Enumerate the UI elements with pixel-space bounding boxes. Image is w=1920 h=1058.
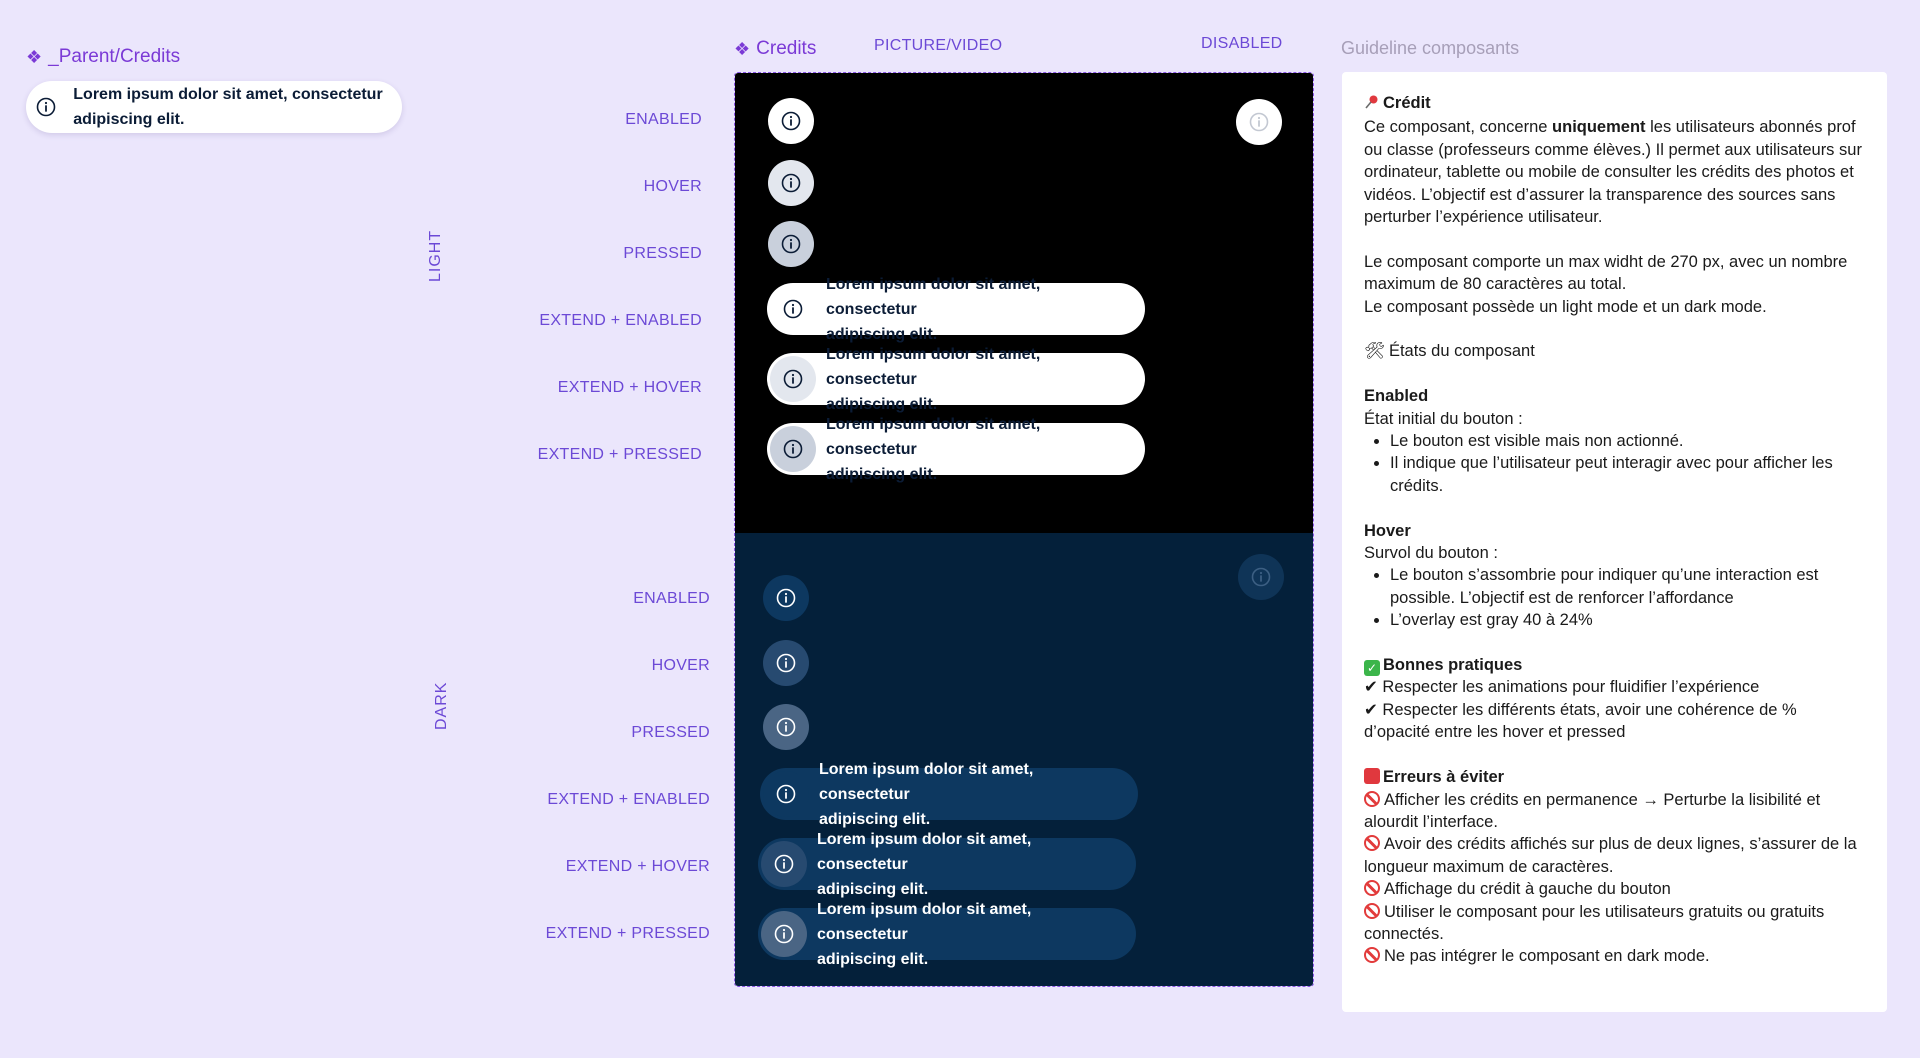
credit-button-disabled: [1236, 99, 1282, 145]
prohibited-icon: [1364, 947, 1380, 963]
credit-button-disabled: [1238, 554, 1284, 600]
prohibited-icon: [1364, 903, 1380, 919]
good-practice-item: ✔ Respecter les animations pour fluidifier l’expérience: [1364, 678, 1760, 697]
hover-heading: Hover: [1364, 521, 1411, 540]
info-circle-icon: [780, 233, 802, 255]
state-label-pressed: PRESSED: [631, 724, 710, 741]
state-label-enabled: ENABLED: [633, 590, 710, 607]
credit-pill-extend-pressed[interactable]: [767, 415, 1145, 483]
hover-intro: Survol du bouton :: [1364, 544, 1498, 563]
info-circle-icon: [775, 652, 797, 674]
list-item: • Il indique que l’utilisateur peut interagir avec pour afficher les crédits.: [1390, 452, 1865, 497]
credit-pill-extend-enabled[interactable]: [767, 275, 1145, 343]
state-label-extend-enabled: EXTEND + ENABLED: [539, 312, 702, 329]
credits-frame-title-text: Credits: [756, 38, 817, 59]
list-item: • L’overlay est gray 40 à 24%: [1390, 609, 1865, 631]
prohibited-icon: [1364, 835, 1380, 851]
parent-component-title-text: _Parent/Credits: [48, 46, 181, 67]
error-item: Avoir des crédits affichés sur plus de deux lignes, s’assurer de la longueur maximum de caractères.: [1364, 835, 1857, 876]
credit-pill-extend-hover[interactable]: [767, 345, 1145, 413]
info-circle-icon: [1248, 111, 1270, 133]
credit-heading: Crédit: [1364, 92, 1865, 116]
credits-frame-title[interactable]: [734, 38, 816, 60]
alarm-icon: [1364, 768, 1380, 784]
credits-component-frame: [734, 72, 1314, 987]
parent-credit-text: Lorem ipsum dolor sit amet, consectetur adipiscing elit.: [73, 86, 383, 128]
credit-button-pressed[interactable]: [768, 221, 814, 267]
info-circle-icon: [770, 426, 816, 472]
light-mode-label: LIGHT: [427, 229, 444, 282]
states-heading: 🛠 États du composant: [1364, 342, 1535, 361]
prohibited-icon: [1364, 880, 1380, 896]
errors-heading: Erreurs à éviter: [1364, 766, 1865, 788]
credit-button-hover[interactable]: [763, 640, 809, 686]
state-label-enabled: ENABLED: [625, 111, 702, 128]
state-label-extend-enabled: EXTEND + ENABLED: [547, 791, 710, 808]
state-label-pressed: PRESSED: [623, 245, 702, 262]
pushpin-icon: [1364, 94, 1380, 116]
component-diamond-icon: ❖: [26, 46, 43, 67]
credit-button-enabled[interactable]: [768, 98, 814, 144]
modes-paragraph: Le composant possède un light mode et un dark mode.: [1364, 297, 1767, 316]
credit-text: Lorem ipsum dolor sit amet, consectetur adipiscing elit.: [826, 415, 1041, 483]
state-label-extend-hover: EXTEND + HOVER: [557, 379, 702, 396]
intro-paragraph: Ce composant, concerne uniquement les utilisateurs abonnés prof ou classe (professeurs comme élèves.) Il permet aux utilisateurs sur ordinateur, tablette ou mobile de consulter les crédits des photos et vidéos. L’objectif est d’assurer la transparence des sources sans perturber l’expérience utilisateur.: [1364, 118, 1862, 227]
info-circle-icon: [775, 716, 797, 738]
error-item: Afficher les crédits en permanence → Perturbe la lisibilité et alourdit l’interface.: [1364, 790, 1821, 831]
credit-text: Lorem ipsum dolor sit amet, consectetur adipiscing elit.: [826, 345, 1041, 413]
info-circle-icon: [1250, 566, 1272, 588]
info-circle-icon: [761, 911, 807, 957]
credit-pill-extend-hover[interactable]: [758, 830, 1136, 898]
parent-component-title[interactable]: [26, 46, 180, 68]
credit-text: Lorem ipsum dolor sit amet, consectetur adipiscing elit.: [817, 900, 1032, 968]
info-circle-icon: [761, 841, 807, 887]
info-circle-icon: [770, 356, 816, 402]
light-mode-canvas: [735, 73, 1313, 533]
guideline-title: Guideline composants: [1341, 38, 1520, 58]
dark-mode-label: DARK: [433, 681, 450, 730]
column-header-picture-video: PICTURE/VIDEO: [874, 37, 1003, 54]
state-label-extend-hover: EXTEND + HOVER: [565, 858, 710, 875]
error-item: Utiliser le composant pour les utilisateurs gratuits ou gratuits connectés.: [1364, 902, 1825, 943]
credit-button-pressed[interactable]: [763, 704, 809, 750]
prohibited-icon: [1364, 791, 1380, 807]
good-practices-heading: ✓ Bonnes pratiques: [1364, 654, 1865, 676]
enabled-list: [1364, 430, 1865, 497]
tools-icon: 🛠: [1364, 342, 1385, 361]
error-item: Affichage du crédit à gauche du bouton: [1364, 878, 1865, 900]
state-label-extend-pressed: EXTEND + PRESSED: [537, 446, 702, 463]
dark-mode-canvas: [735, 533, 1313, 987]
credit-button-enabled[interactable]: [763, 575, 809, 621]
column-header-disabled: DISABLED: [1201, 35, 1283, 52]
credit-text: Lorem ipsum dolor sit amet, consectetur adipiscing elit.: [819, 760, 1034, 828]
guideline-card: [1342, 72, 1887, 1012]
credit-text: Lorem ipsum dolor sit amet, consectetur adipiscing elit.: [817, 830, 1032, 898]
info-circle-icon: [29, 84, 63, 130]
enabled-heading: Enabled: [1364, 387, 1429, 406]
info-circle-icon: [780, 110, 802, 132]
list-item: • Le bouton s’assombrie pour indiquer qu’une interaction est possible. L’objectif est de renforcer l’affordance: [1390, 564, 1865, 609]
error-item: Ne pas intégrer le composant en dark mode.: [1364, 945, 1865, 967]
list-item: • Le bouton est visible mais non actionné.: [1390, 430, 1865, 452]
enabled-intro: État initial du bouton :: [1364, 409, 1523, 428]
credit-pill-extend-pressed[interactable]: [758, 900, 1136, 968]
check-box-icon: ✓: [1364, 660, 1380, 676]
credit-button-hover[interactable]: [768, 160, 814, 206]
state-label-extend-pressed: EXTEND + PRESSED: [545, 925, 710, 942]
max-width-paragraph: Le composant comporte un max widht de 270 px, avec un nombre maximum de 80 caractères au total.: [1364, 252, 1848, 294]
credit-text: Lorem ipsum dolor sit amet, consectetur adipiscing elit.: [826, 275, 1041, 343]
good-practice-item: ✔ Respecter les différents états, avoir une cohérence de % d’opacité entre les hover et pressed: [1364, 700, 1797, 742]
state-label-hover: HOVER: [643, 178, 702, 195]
info-circle-icon: [770, 286, 816, 332]
hover-list: [1364, 564, 1865, 631]
info-circle-icon: [775, 587, 797, 609]
info-circle-icon: [763, 771, 809, 817]
parent-credit-pill[interactable]: [26, 81, 402, 133]
credit-pill-extend-enabled[interactable]: [760, 760, 1138, 828]
component-diamond-icon: ❖: [734, 38, 751, 59]
info-circle-icon: [780, 172, 802, 194]
state-label-hover: HOVER: [651, 657, 710, 674]
